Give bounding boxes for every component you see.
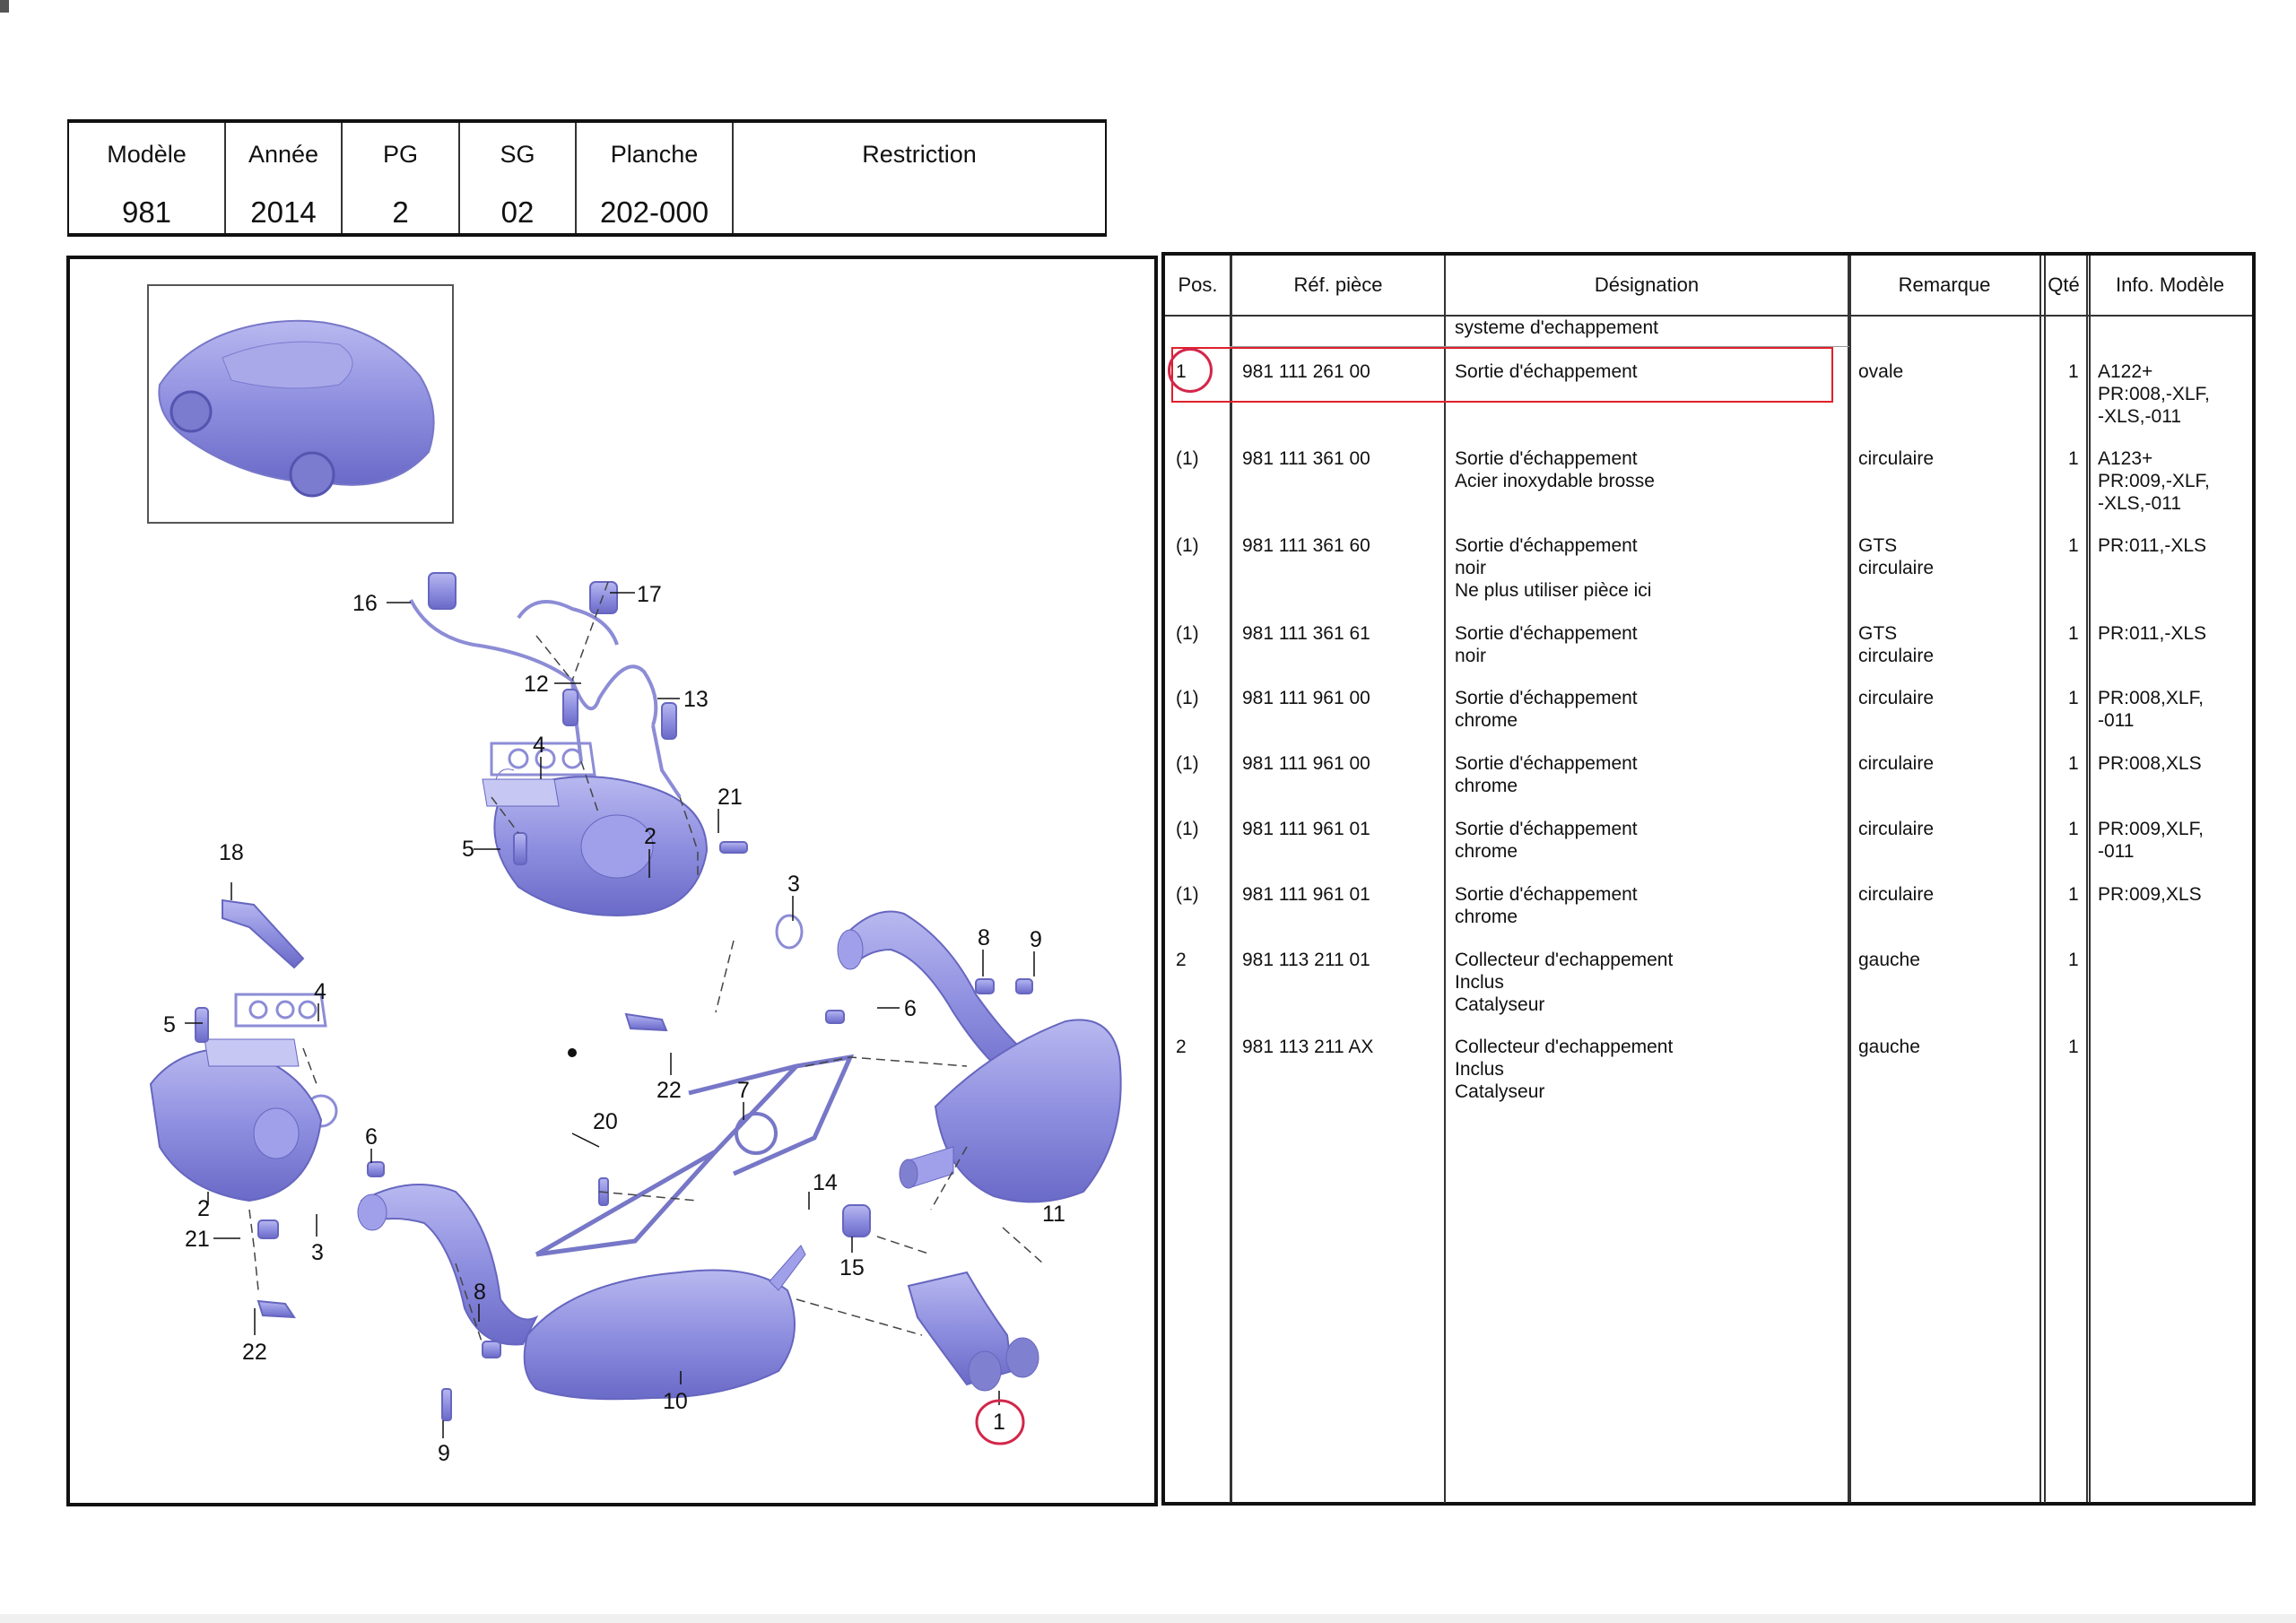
row-pos: (1) [1176, 884, 1199, 905]
row-designation: Sortie d'échappement [1455, 884, 1638, 905]
model-header-table [67, 119, 1107, 237]
row-pos: 1 [1176, 361, 1187, 382]
header-label: Modèle [107, 141, 187, 168]
row-pos: (1) [1176, 623, 1199, 644]
row-designation: Sortie d'échappement [1455, 535, 1638, 556]
callout-9: 9 [1030, 927, 1042, 952]
row-part-ref: 981 113 211 AX [1242, 1037, 1374, 1057]
column-divider [1849, 256, 1851, 1503]
callout-16: 16 [352, 591, 378, 616]
callout-3: 3 [311, 1240, 324, 1265]
callout-10: 10 [663, 1389, 688, 1414]
callout-22: 22 [242, 1340, 267, 1365]
diagram-drawing [70, 259, 1154, 1503]
row-qty: 1 [2068, 1037, 2079, 1057]
col-header-info: Info. Modèle [2087, 256, 2252, 316]
row-designation: Sortie d'échappement [1455, 688, 1638, 708]
row-remark: GTS [1858, 535, 1898, 556]
callout-14: 14 [813, 1170, 838, 1195]
right-silencer [900, 1020, 1121, 1202]
header-label: Restriction [862, 141, 977, 168]
row-designation: chrome [1455, 907, 1518, 927]
row-model-info: PR:009,XLS [2098, 884, 2202, 905]
callout-11: 11 [1042, 1202, 1065, 1227]
row-remark: gauche [1858, 950, 1920, 970]
callout-20: 20 [593, 1109, 618, 1134]
row-part-ref: 981 111 361 60 [1242, 535, 1370, 556]
row-qty: 1 [2068, 535, 2079, 556]
row-designation: Catalyseur [1455, 994, 1545, 1015]
row-qty: 1 [2068, 819, 2079, 839]
header-label: Planche [610, 141, 699, 168]
exploded-parts-diagram [66, 256, 1158, 1506]
row-designation: Collecteur d'echappement [1455, 1037, 1674, 1057]
callout-2: 2 [644, 824, 657, 849]
row-designation: Sortie d'échappement [1455, 753, 1638, 774]
row-qty: 1 [2068, 884, 2079, 905]
row-qty: 1 [2068, 623, 2079, 644]
row-pos: (1) [1176, 819, 1199, 839]
row-model-info: PR:008,XLS [2098, 753, 2202, 774]
callout-18: 18 [219, 840, 244, 865]
header-cell-year [226, 123, 343, 233]
row-designation: Sortie d'échappement [1455, 448, 1638, 469]
row-remark: GTS [1858, 623, 1898, 644]
callout-9: 9 [438, 1441, 450, 1466]
row-designation: chrome [1455, 841, 1518, 862]
col-header-ref: Réf. pièce [1231, 256, 1445, 316]
row-designation: Inclus [1455, 972, 1504, 993]
header-value: 202-000 [599, 195, 709, 229]
callout-15: 15 [839, 1255, 865, 1280]
row-pos: (1) [1176, 753, 1199, 774]
callout-1: 1 [993, 1410, 1005, 1435]
callout-7: 7 [737, 1078, 750, 1103]
row-qty: 1 [2068, 688, 2079, 708]
row-model-info: PR:009,-XLF, [2098, 471, 2210, 491]
callout-2: 2 [197, 1196, 210, 1221]
row-qty: 1 [2068, 753, 2079, 774]
header-label: Année [248, 141, 319, 168]
tailpipe-part-1 [909, 1272, 1039, 1391]
row-qty: 1 [2068, 950, 2079, 970]
front-exhaust-pipe [358, 1185, 536, 1345]
callout-6: 6 [904, 996, 917, 1021]
row-part-ref: 981 111 961 01 [1242, 884, 1370, 905]
row-model-info: A122+ [2098, 361, 2153, 382]
row-designation: Collecteur d'echappement [1455, 950, 1674, 970]
row-part-ref: 981 111 361 00 [1242, 448, 1370, 469]
row-remark: circulaire [1858, 753, 1935, 774]
header-value: 981 [121, 195, 172, 229]
col-header-pos: Pos. [1165, 256, 1231, 316]
mounting-frame [536, 1057, 850, 1254]
col-header-designation: Désignation [1445, 256, 1848, 316]
row-remark: circulaire [1858, 558, 1935, 578]
column-divider [2044, 256, 2046, 1503]
row-model-info: -XLS,-011 [2098, 493, 2181, 514]
col-header-qty: Qté [2040, 256, 2087, 316]
row-pos: 2 [1176, 950, 1187, 970]
callout-6: 6 [365, 1124, 378, 1150]
row-model-info: PR:009,XLF, [2098, 819, 2204, 839]
row-model-info: PR:011,-XLS [2098, 623, 2207, 644]
callout-21: 21 [185, 1227, 210, 1252]
callout-17: 17 [637, 582, 662, 607]
header-value: 2 [392, 195, 409, 229]
callout-4: 4 [533, 733, 545, 758]
row-model-info: -011 [2098, 710, 2135, 731]
callout-8: 8 [474, 1280, 486, 1305]
center-silencer [525, 1245, 805, 1399]
row-model-info: -011 [2098, 841, 2135, 862]
row-designation: Inclus [1455, 1059, 1504, 1080]
selected-row-highlight [1171, 347, 1833, 403]
callout-22: 22 [657, 1078, 682, 1103]
header-cell-sg [460, 123, 577, 233]
callout-8: 8 [978, 925, 990, 950]
row-designation: Sortie d'échappement [1455, 361, 1638, 382]
stray-dot [568, 1048, 577, 1057]
row-qty: 1 [2068, 361, 2079, 382]
callout-5: 5 [163, 1012, 176, 1037]
row-remark: gauche [1858, 1037, 1920, 1057]
row-designation: noir [1455, 646, 1487, 666]
row-pos: (1) [1176, 688, 1199, 708]
row-part-ref: 981 111 961 00 [1242, 753, 1370, 774]
row-designation: noir [1455, 558, 1487, 578]
scan-bottom-edge [0, 1614, 2296, 1623]
header-label: SG [500, 141, 535, 168]
group-title: systeme d'echappement [1455, 317, 1658, 338]
row-part-ref: 981 111 261 00 [1242, 361, 1370, 382]
rubber-mount [843, 1205, 870, 1237]
row-remark: circulaire [1858, 884, 1935, 905]
row-remark: ovale [1858, 361, 1904, 382]
callout-12: 12 [524, 672, 549, 697]
header-cell-planche [577, 123, 734, 233]
callout-13: 13 [683, 687, 709, 712]
row-pos: (1) [1176, 535, 1199, 556]
col-header-remark: Remarque [1848, 256, 2040, 316]
row-model-info: A123+ [2098, 448, 2153, 469]
row-designation: Catalyseur [1455, 1081, 1545, 1102]
row-model-info: PR:008,XLF, [2098, 688, 2204, 708]
row-part-ref: 981 111 961 01 [1242, 819, 1370, 839]
row-part-ref: 981 111 361 61 [1242, 623, 1370, 644]
row-model-info: PR:011,-XLS [2098, 535, 2207, 556]
row-designation: Acier inoxydable brosse [1455, 471, 1655, 491]
row-model-info: PR:008,-XLF, [2098, 384, 2210, 404]
column-divider [2089, 256, 2091, 1503]
header-value: 02 [500, 195, 535, 229]
header-cell-pg [343, 123, 460, 233]
header-label: PG [382, 141, 418, 168]
column-divider [1230, 256, 1231, 1503]
car-thumbnail [148, 285, 453, 523]
row-designation: chrome [1455, 776, 1518, 796]
header-value: 2014 [250, 195, 317, 229]
row-remark: circulaire [1858, 448, 1935, 469]
callout-3: 3 [787, 872, 800, 897]
header-cell-model [69, 123, 226, 233]
row-remark: circulaire [1858, 819, 1935, 839]
row-pos: (1) [1176, 448, 1199, 469]
row-remark: circulaire [1858, 688, 1935, 708]
row-qty: 1 [2068, 448, 2079, 469]
callout-4: 4 [314, 979, 326, 1004]
row-designation: chrome [1455, 710, 1518, 731]
scan-corner-mark [0, 0, 9, 13]
left-exhaust-manifold [151, 1039, 321, 1201]
row-designation: Sortie d'échappement [1455, 623, 1638, 644]
row-designation: Ne plus utiliser pièce ici [1455, 580, 1652, 601]
row-designation: Sortie d'échappement [1455, 819, 1638, 839]
row-part-ref: 981 111 961 00 [1242, 688, 1370, 708]
column-divider [1444, 256, 1446, 1503]
callout-21: 21 [718, 785, 743, 810]
header-cell-restriction [734, 123, 1105, 233]
row-remark: circulaire [1858, 646, 1935, 666]
callout-5: 5 [462, 837, 474, 862]
row-model-info: -XLS,-011 [2098, 406, 2181, 427]
row-pos: 2 [1176, 1037, 1187, 1057]
row-part-ref: 981 113 211 01 [1242, 950, 1370, 970]
parts-list-table [1161, 252, 2256, 1506]
pos-1-circle [1168, 348, 1213, 393]
